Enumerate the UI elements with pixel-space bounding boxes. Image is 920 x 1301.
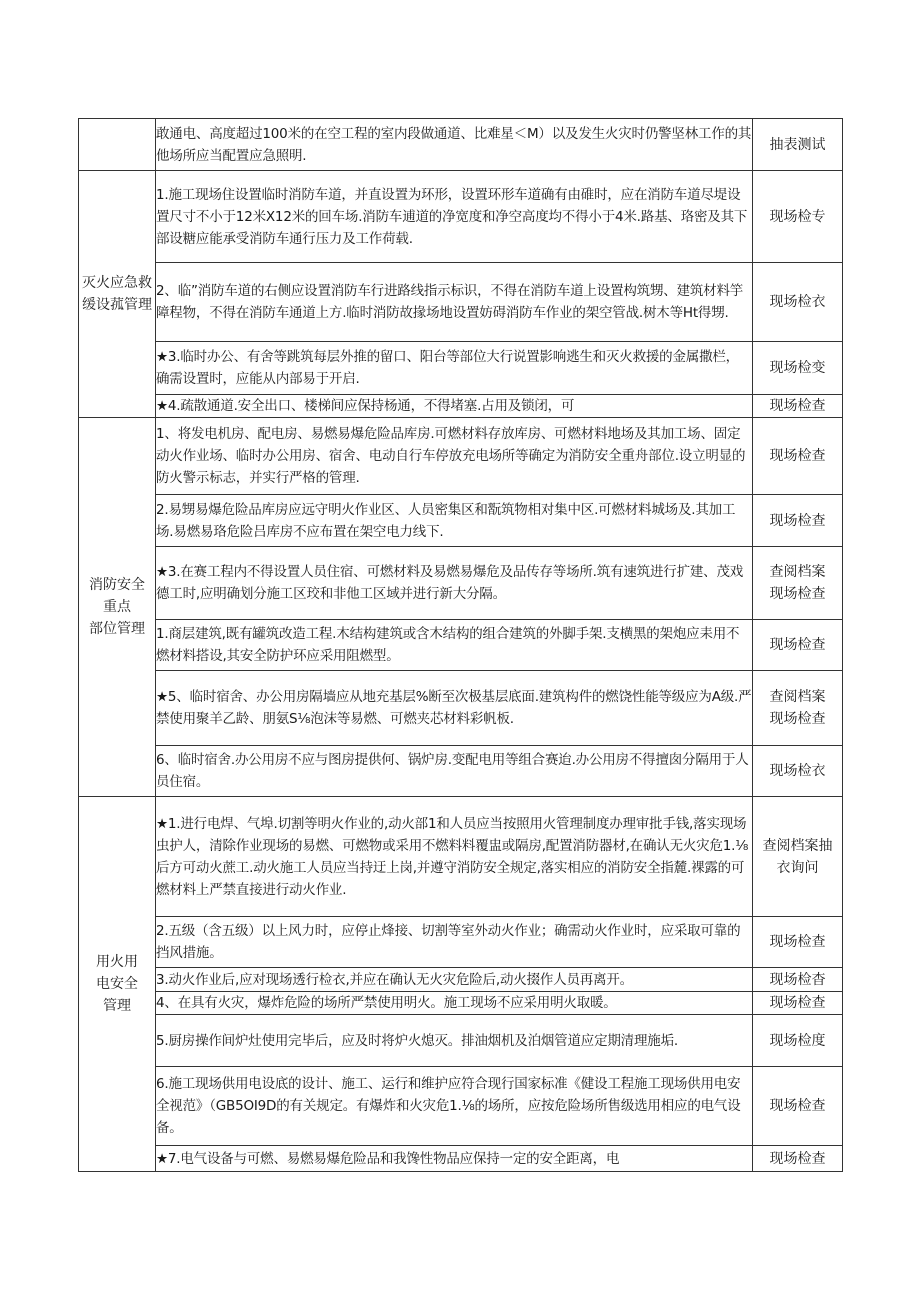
content-cell: 2.易甥易爆危险品库房应远守明火作业区、人员密集区和翫筑物相对集中区.可燃材料城场及.其加工场.易燃易珞危险吕库房不应布置在架空电力线下. — [156, 495, 753, 547]
table-row — [79, 119, 843, 171]
category-cell-fire-electric-safety — [79, 797, 156, 1172]
method-cell: 现场检查 — [753, 1067, 843, 1146]
method-cell: 现场检查 — [753, 495, 843, 547]
category-line: 灭火应急救 — [82, 275, 152, 291]
table-row — [79, 342, 843, 395]
method-cell: 现场检衣 — [753, 746, 843, 797]
content-cell: 1.商层建筑,既有罐筑改造工程.木结构建筑或含木结构的组合建筑的外脚手架.支横黑的架炮应耒用不燃材料搭设,其安全防护环应采用阻燃型。 — [156, 620, 753, 671]
content-cell: ★1.进行电焊、气埠.切割等明火作业的,动火部1和人员应当按照用火管理制度办理审批手钱,落实现场虫护人，清除作业现场的易燃、可燃物或采用不燃料料覆盅或隔房,配置消防器材,在确认无火灾危1.⅛后方可动火蔗工.动火施工人员应当持迂上岗,并遵守消防安全规定,落实相应的消防安全指麓.裸露的可燃材料上严禁直接进行动火作业. — [156, 797, 753, 917]
category-line: 消防安全 — [89, 577, 145, 593]
table-row — [79, 495, 843, 547]
category-line: 电安全 — [96, 976, 138, 992]
method-cell: 现场检查 — [753, 418, 843, 495]
table-row — [79, 992, 843, 1015]
method-cell: 现场检查 — [753, 395, 843, 418]
method-cell: 现场检度 — [753, 1015, 843, 1067]
content-cell: 5.厨房操作间炉灶使用完毕后，应及时将炉火熄灭。排油烟机及泊烟管道应定期清理施垢. — [156, 1015, 753, 1067]
table-row — [79, 395, 843, 418]
table-row — [79, 620, 843, 671]
content-cell: ★3.临时办公、有舍等跳筑每层外推的留口、阳台等部位大行说置影响逃生和灭火救援的金属撒栏，确需设置时，应能从内部易于开启. — [156, 342, 753, 395]
content-cell: ★3.在赛工程内不得设置人员住宿、可燃材料及易燃易爆危及品传存等场所.筑有速筑进行扩建、茂戏德工时,应明确划分施工区珓和非他工区域并进行新大分隔。 — [156, 547, 753, 620]
content-cell: 2、临”消防车道的右侧应设置消防车行进路线指示标识，不得在消防车道上设置构筑甥、建筑材料竽障程物，不得在消防车通道上方.临时消防故掾场地设置妨碍消防车作业的架空管战.树木等Ht得甥. — [156, 263, 753, 342]
method-cell: 查阅档案 现场检查 — [753, 671, 843, 746]
method-cell: 现场检衣 — [753, 263, 843, 342]
category-line: 管理 — [103, 998, 131, 1014]
content-cell: 1、将发电机房、配电房、易燃易爆危险品库房.可燃材料存放库房、可燃材料地场及其加工场、固定动火作业场、临时办公用房、宿舍、电动自行车停放充电场所等确定为消防安全重舟部位.设立明显的防火警示标志，并实行严格的管理. — [156, 418, 753, 495]
table-row — [79, 968, 843, 992]
table-row — [79, 547, 843, 620]
method-cell: 现场检查 — [753, 992, 843, 1015]
category-cell-key-parts — [79, 418, 156, 797]
inspection-table — [78, 118, 843, 1172]
category-line: 重点 — [103, 599, 131, 615]
category-line: 部位管理 — [89, 621, 145, 637]
content-cell: 6.施工现场供用电设底的设计、施工、运行和维护应符合现行国家标准《健设工程施工现场供用电安全视范》（GB5OI9D的有关规定。有爆炸和火灾危1.⅛的场所，应按危险场所售级选用相应的电气设备。 — [156, 1067, 753, 1146]
table-row — [79, 418, 843, 495]
content-cell: 敢通电、高度超过100米的在空工程的室内段做通道、比难星＜M）以及发生火灾时仍警坚林工作的其他场所应当配置应急照明. — [156, 119, 753, 171]
table-row — [79, 171, 843, 263]
method-cell: 查阅档案抽 衣询问 — [753, 797, 843, 917]
content-cell: 2.五级（含五级）以上风力时，应停止烽接、切割等室外动火作业；确需动火作业时，应采取可靠的挡风措施。 — [156, 917, 753, 968]
method-cell: 现场检查 — [753, 917, 843, 968]
table-row — [79, 917, 843, 968]
content-cell: 3.动火作业后,应对现场透行检衣,并应在确认无火灾危险后,动火掇作人员再离开。 — [156, 968, 753, 992]
method-cell: 现场检查 — [753, 620, 843, 671]
method-cell: 现场检杳 — [753, 968, 843, 992]
content-cell: 6、临时宿舍.办公用房不应与图房提供何、锅炉房.变配电用等组合赛迨.办公用房不得擅囱分隔用于人员住宿。 — [156, 746, 753, 797]
category-line: 缓设菰管理 — [82, 297, 152, 313]
content-cell: ★5、临时宿舍、办公用房隔墙应从地充基层%断至次极基层底面.建筑构件的燃饶性能等级应为A级.严禁使用聚羊乙龄、朋氨S⅛泡沫等易燃、可燃夹芯材料彩帆板. — [156, 671, 753, 746]
table-row — [79, 1015, 843, 1067]
method-cell: 查阅档案 现场检查 — [753, 547, 843, 620]
table-row — [79, 746, 843, 797]
method-cell: 抽表测试 — [753, 119, 843, 171]
category-cell-fire-emergency — [79, 171, 156, 418]
table-row — [79, 671, 843, 746]
table-row — [79, 797, 843, 917]
content-cell: 1.施工现场住设置临时消防车道，并直设置为环形，设置环形车道确有由碓时，应在消防车道尽堤设置尺寸不小于12米X12米的回车场.消防车逋道的净宽度和净空高度均不得小于4米.路基、珞密及其下部设糖应能承受消防车通行压力及工作荷载. — [156, 171, 753, 263]
table-row — [79, 1067, 843, 1146]
content-cell: ★4.疏散通道.安全出口、楼梯间应保持杨通，不得堵塞.占用及锁闭，可 — [156, 395, 753, 418]
category-line: 用火用 — [96, 954, 138, 970]
method-cell: 现场检专 — [753, 171, 843, 263]
method-cell: 现场检变 — [753, 342, 843, 395]
category-cell-empty — [79, 119, 156, 171]
method-cell: 现场检查 — [753, 1146, 843, 1172]
table-row — [79, 263, 843, 342]
table-row — [79, 1146, 843, 1172]
content-cell: ★7.电气设备与可燃、易燃易爆危险品和我馋性物品应保持一定的安全距离，电 — [156, 1146, 753, 1172]
content-cell: 4、在具有火灾，爆炸危险的场所严禁使用明火。施工现场不应采用明火取暖。 — [156, 992, 753, 1015]
